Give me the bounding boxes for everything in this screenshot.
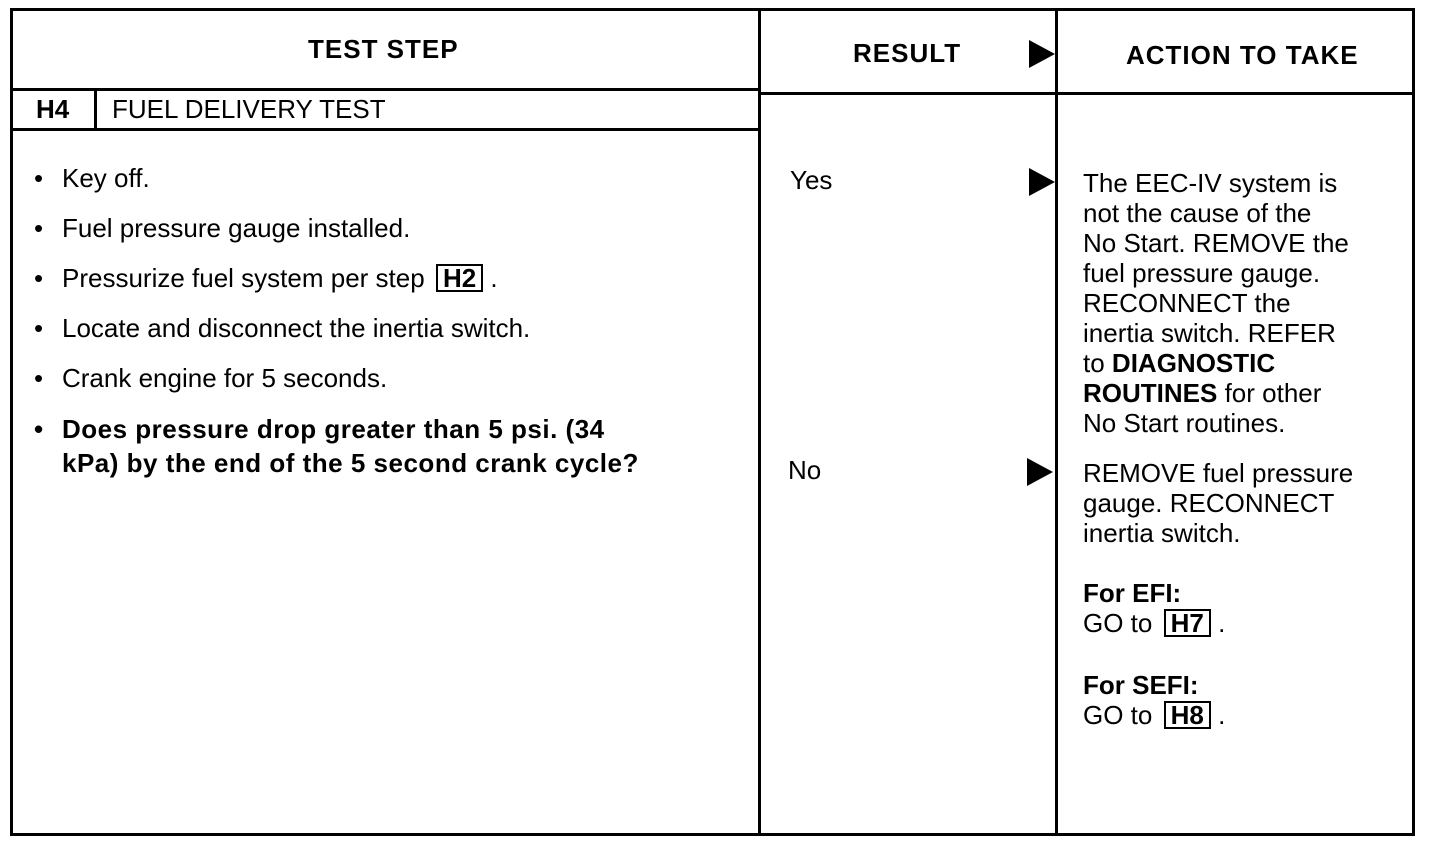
action-no: REMOVE fuel pressure gauge. RECONNECT inertia switch. bbox=[1083, 458, 1354, 548]
action-efi: For EFI: GO to H7 . bbox=[1083, 578, 1226, 638]
column-divider-2 bbox=[1055, 8, 1058, 836]
diagnostic-link[interactable]: DIAGNOSTIC bbox=[1111, 348, 1276, 378]
column-divider-1 bbox=[758, 8, 761, 836]
header-result: RESULT bbox=[853, 38, 962, 68]
step-id: H4 bbox=[36, 94, 70, 124]
header-action: ACTION TO TAKE bbox=[1126, 40, 1359, 70]
step-title-divider bbox=[10, 128, 758, 131]
header-divider bbox=[10, 88, 758, 91]
result-no: No bbox=[788, 455, 822, 485]
step-reference-h7[interactable]: H7 bbox=[1164, 609, 1211, 637]
yes-arrow-icon bbox=[1029, 168, 1055, 196]
header-divider bbox=[758, 92, 1415, 95]
bullet-icon: • bbox=[34, 263, 44, 293]
bullet-icon: • bbox=[34, 163, 44, 193]
bullet-icon: • bbox=[34, 313, 44, 343]
header-test-step: TEST STEP bbox=[308, 34, 459, 64]
action-sefi: For SEFI: GO to H8 . bbox=[1083, 670, 1226, 730]
step-reference-h2[interactable]: H2 bbox=[436, 264, 483, 292]
step-reference-h8[interactable]: H8 bbox=[1164, 701, 1211, 729]
step-title: FUEL DELIVERY TEST bbox=[112, 94, 386, 124]
routines-link[interactable]: ROUTINES bbox=[1083, 378, 1218, 408]
result-yes: Yes bbox=[790, 165, 833, 195]
step-id-divider bbox=[94, 88, 97, 128]
bullet-icon: • bbox=[34, 414, 44, 444]
bullet-icon: • bbox=[34, 213, 44, 243]
bullet-icon: • bbox=[34, 363, 44, 393]
header-arrow-icon bbox=[1029, 40, 1055, 68]
action-yes: The EEC-IV system is not the cause of the No Start. REMOVE the fuel pressure gauge. RECONNECT the inertia switch. REFER to DIAGNOSTIC ROUTINES for other No Start routines. bbox=[1083, 168, 1349, 438]
no-arrow-icon bbox=[1027, 458, 1053, 486]
